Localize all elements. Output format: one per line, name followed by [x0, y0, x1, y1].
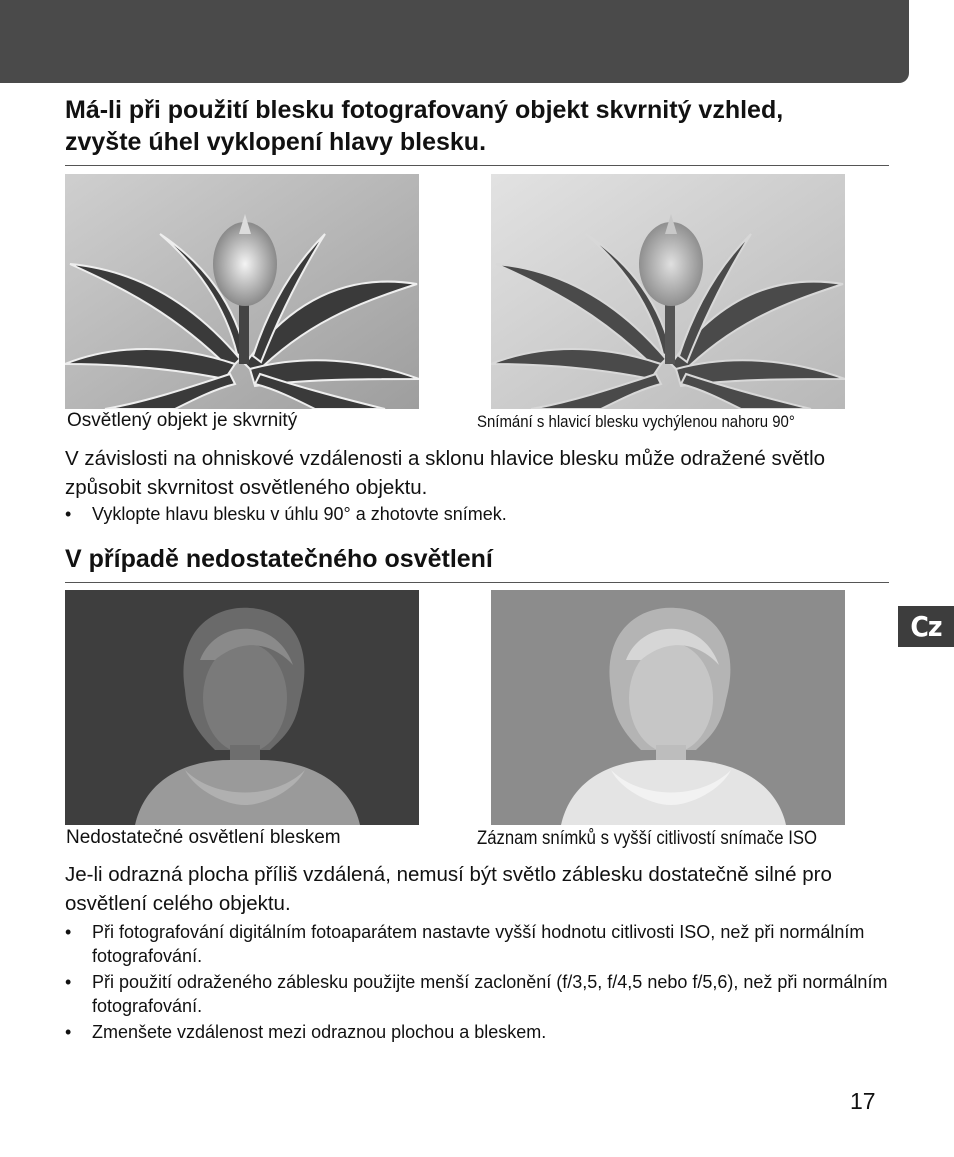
- list-item: • Vyklopte hlavu blesku v úhlu 90° a zhotovte snímek.: [65, 502, 895, 526]
- caption-underexposed: Nedostatečné osvětlení bleskem: [66, 827, 341, 848]
- page-number: 17: [850, 1088, 876, 1114]
- section-heading-insufficient-light: V případě nedostatečného osvětlení: [65, 545, 493, 573]
- heading-rule: [65, 582, 889, 583]
- caption-mottled: Osvětlený objekt je skvrnitý: [67, 410, 298, 431]
- bullet-list-bounce: [65, 502, 895, 528]
- list-item: • Při použití odraženého záblesku použijte menší zaclonění (f/3,5, f/4,5 nebo f/5,6), než při normálním fotografování.: [65, 970, 895, 1018]
- section-heading-flash-angle: Má-li při použití blesku fotografovaný objekt skvrnitý vzhled, zvyšte úhel vyklopení hlavy blesku.: [65, 96, 784, 156]
- paragraph-mottled-explanation: V závislosti na ohniskové vzdálenosti a sklonu hlavice blesku může odražené světlo způsobit skvrnitost osvětleného objektu.: [65, 447, 826, 499]
- list-item: • Při fotografování digitálním fotoaparátem nastavte vyšší hodnotu citlivosti ISO, než při normálním fotografování.: [65, 920, 895, 968]
- caption-bounce-90: Snímání s hlavicí blesku vychýlenou nahoru 90°: [477, 412, 795, 431]
- caption-high-iso: Záznam snímků s vyšší citlivostí snímače ISO: [477, 828, 818, 849]
- header-bar: [0, 0, 909, 83]
- list-item: • Zmenšete vzdálenost mezi odraznou plochou a bleskem.: [65, 1020, 895, 1044]
- photo-flower-bounce: [491, 174, 845, 409]
- language-tab-cz: Cz: [898, 606, 954, 647]
- photo-flower-mottled: [65, 174, 419, 409]
- heading-rule: [65, 165, 889, 166]
- paragraph-insufficient-light: Je-li odrazná plocha příliš vzdálená, nemusí být světlo záblesku dostatečně silné pro osvětlení celého objektu.: [65, 863, 832, 915]
- photo-portrait-underexposed: [65, 590, 419, 825]
- photo-portrait-high-iso: [491, 590, 845, 825]
- bullet-list-insufficient-light: [65, 920, 895, 1046]
